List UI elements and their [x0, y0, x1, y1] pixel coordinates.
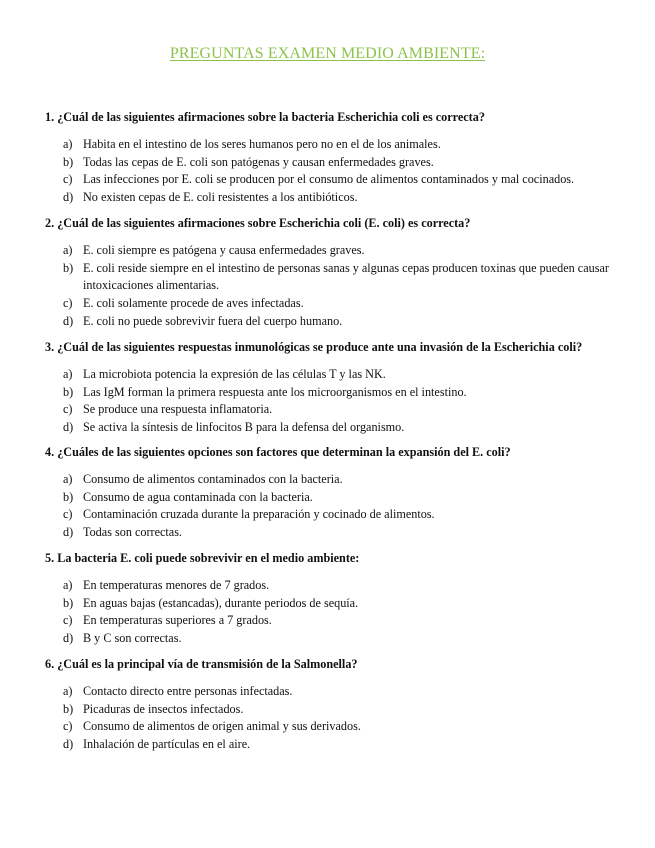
- option-text: Las infecciones por E. coli se producen por el consumo de alimentos contaminados y mal cocinados.: [83, 172, 575, 187]
- option-letter: b): [63, 384, 74, 399]
- question-text: 5. La bacteria E. coli puede sobrevivir en el medio ambiente:: [45, 551, 360, 565]
- question-1: [45, 110, 625, 207]
- question-text: 2. ¿Cuál de las siguientes afirmaciones sobre Escherichia coli (E. coli) es correcta?: [45, 216, 471, 230]
- option-letter: d): [63, 737, 74, 752]
- option-c: [45, 506, 625, 524]
- option-letter: c): [63, 172, 73, 187]
- options-list: [45, 136, 625, 207]
- option-letter: a): [63, 472, 73, 486]
- option-a: [45, 366, 625, 384]
- option-text: E. coli solamente procede de aves infectadas.: [83, 296, 304, 311]
- option-d: [45, 419, 625, 437]
- option-letter: d): [63, 631, 74, 646]
- option-b: [45, 701, 625, 719]
- option-d: [45, 524, 625, 542]
- option-text: Consumo de alimentos contaminados con la bacteria.: [83, 472, 343, 486]
- option-c: [45, 295, 625, 313]
- option-text: En aguas bajas (estancadas), durante periodos de sequía.: [83, 595, 359, 610]
- question-text: 1. ¿Cuál de las siguientes afirmaciones sobre la bacteria Escherichia coli es correcta?: [45, 110, 485, 124]
- options-list: [45, 366, 625, 437]
- option-text: Todas son correctas.: [83, 525, 182, 540]
- option-text: B y C son correctas.: [83, 631, 182, 646]
- option-text: Se produce una respuesta inflamatoria.: [83, 402, 273, 417]
- options-list: [45, 471, 625, 542]
- option-text: En temperaturas menores de 7 grados.: [83, 578, 270, 592]
- option-b: [45, 260, 625, 295]
- option-d: [45, 189, 625, 207]
- option-a: [45, 471, 625, 489]
- option-text: En temperaturas superiores a 7 grados.: [83, 613, 272, 628]
- option-d: [45, 736, 625, 754]
- option-b: [45, 154, 625, 172]
- option-text: Inhalación de partículas en el aire.: [83, 737, 251, 752]
- option-letter: a): [63, 578, 73, 592]
- option-letter: c): [63, 507, 73, 522]
- option-letter: b): [63, 154, 74, 169]
- option-letter: c): [63, 402, 73, 417]
- option-letter: b): [63, 701, 74, 716]
- option-b: [45, 384, 625, 402]
- options-list: [45, 577, 625, 648]
- option-text: Picaduras de insectos infectados.: [83, 701, 244, 716]
- option-d: [45, 630, 625, 648]
- option-a: [45, 683, 625, 701]
- option-a: [45, 577, 625, 595]
- options-list: [45, 683, 625, 754]
- option-letter: a): [63, 367, 73, 381]
- option-a: [45, 136, 625, 154]
- option-letter: b): [63, 489, 74, 504]
- option-letter: d): [63, 420, 74, 435]
- option-letter: c): [63, 296, 73, 311]
- option-text: Consumo de agua contaminada con la bacteria.: [83, 489, 313, 504]
- question-5: [45, 551, 625, 648]
- question-3: [45, 340, 625, 437]
- option-text: E. coli siempre es patógena y causa enfermedades graves.: [83, 243, 365, 257]
- option-text: Consumo de alimentos de origen animal y sus derivados.: [83, 719, 361, 734]
- options-list: [45, 242, 625, 331]
- option-d: [45, 313, 625, 331]
- option-c: [45, 401, 625, 419]
- option-letter: d): [63, 313, 74, 328]
- option-text: Contacto directo entre personas infectadas.: [83, 684, 293, 698]
- option-letter: d): [63, 190, 74, 205]
- question-text: 4. ¿Cuáles de las siguientes opciones son factores que determinan la expansión del E. coli?: [45, 445, 511, 459]
- option-c: [45, 718, 625, 736]
- option-text: Habita en el intestino de los seres humanos pero no en el de los animales.: [83, 137, 441, 151]
- question-text: 3. ¿Cuál de las siguientes respuestas inmunológicas se produce ante una invasión de la Escherichia coli?: [45, 340, 583, 354]
- question-6: [45, 657, 625, 754]
- option-c: [45, 612, 625, 630]
- option-letter: c): [63, 719, 73, 734]
- option-text: E. coli no puede sobrevivir fuera del cuerpo humano.: [83, 313, 343, 328]
- option-text: Contaminación cruzada durante la preparación y cocinado de alimentos.: [83, 507, 435, 522]
- option-a: [45, 242, 625, 260]
- option-b: [45, 595, 625, 613]
- option-letter: c): [63, 613, 73, 628]
- option-letter: a): [63, 243, 73, 257]
- option-text: Se activa la síntesis de linfocitos B para la defensa del organismo.: [83, 420, 405, 435]
- option-letter: d): [63, 525, 74, 540]
- option-text: E. coli reside siempre en el intestino de personas sanas y algunas cepas producen toxinas que pueden causar intoxicaciones alimentarias.: [83, 260, 609, 293]
- option-b: [45, 489, 625, 507]
- option-c: [45, 171, 625, 189]
- question-4: [45, 445, 625, 542]
- option-letter: a): [63, 684, 73, 698]
- option-letter: b): [63, 595, 74, 610]
- option-letter: a): [63, 137, 73, 151]
- option-text: Las IgM forman la primera respuesta ante los microorganismos en el intestino.: [83, 384, 467, 399]
- option-text: Todas las cepas de E. coli son patógenas y causan enfermedades graves.: [83, 154, 434, 169]
- option-text: No existen cepas de E. coli resistentes a los antibióticos.: [83, 190, 358, 205]
- question-2: [45, 216, 625, 331]
- question-text: 6. ¿Cuál es la principal vía de transmisión de la Salmonella?: [45, 657, 358, 671]
- page-title: PREGUNTAS EXAMEN MEDIO AMBIENTE:: [169, 45, 486, 62]
- option-letter: b): [63, 260, 74, 275]
- option-text: La microbiota potencia la expresión de las células T y las NK.: [83, 367, 386, 381]
